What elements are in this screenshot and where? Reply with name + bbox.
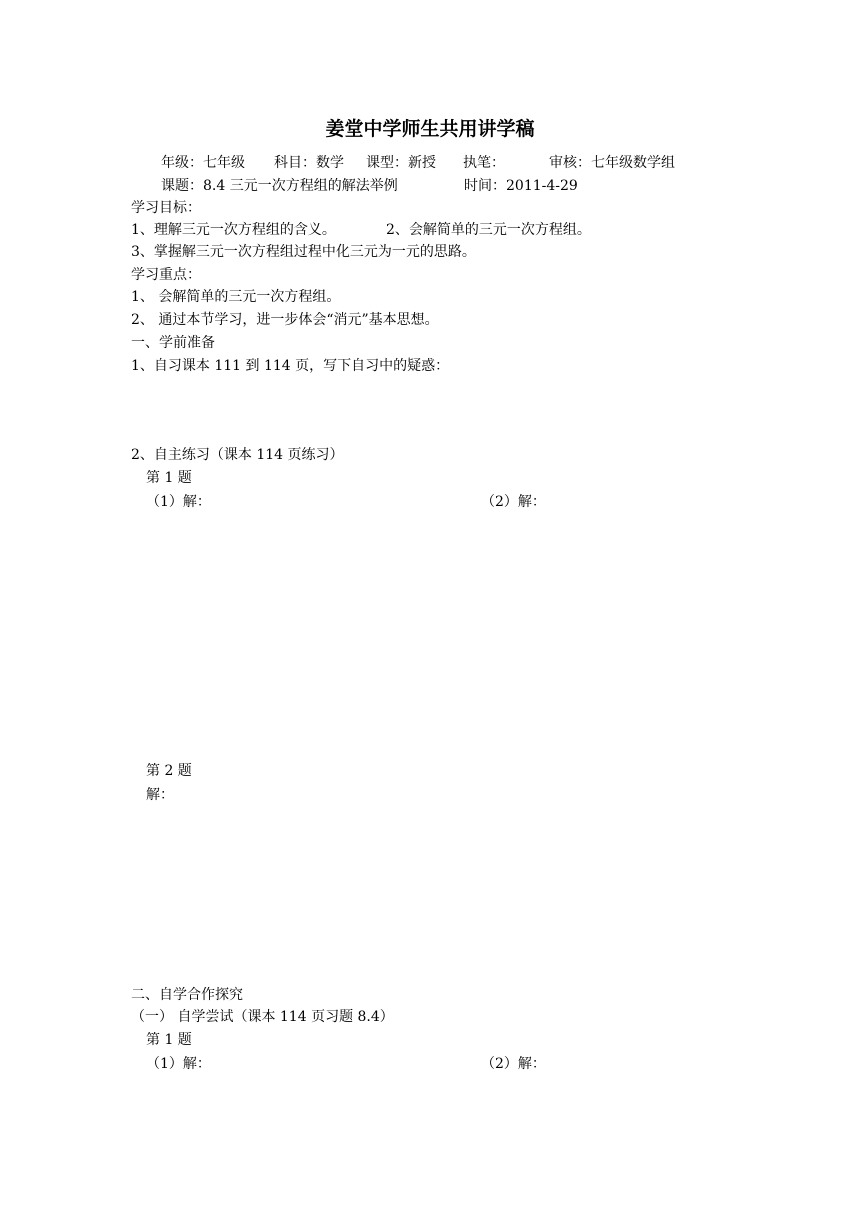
section1-heading: 一、学前准备 <box>131 335 215 351</box>
page-title: 姜堂中学师生共用讲学稿 <box>325 118 535 140</box>
practice-task: 2、自主练习（课本 114 页练习） <box>131 447 344 463</box>
exercise-question-1-part-1: （1）解： <box>146 1056 211 1072</box>
key-point-item-2: 2、 通过本节学习，进一步体会“消元”基本思想。 <box>131 312 439 328</box>
objective-item-1: 1、理解三元一次方程组的含义。 <box>131 222 336 238</box>
author-field: 执笔： <box>463 155 505 171</box>
exercise-question-1-label: 第 1 题 <box>146 1032 192 1048</box>
topic-field: 课题：8.4 三元一次方程组的解法举例 <box>161 178 398 194</box>
self-study-heading: （一） 自学尝试（课本 114 页习题 8.4） <box>131 1009 394 1025</box>
objectives-heading: 学习目标： <box>131 200 201 216</box>
question-2-label: 第 2 题 <box>146 763 192 779</box>
grade-field: 年级：七年级 <box>161 155 245 171</box>
subject-field: 科目：数学 <box>274 155 344 171</box>
exercise-question-1-part-2: （2）解： <box>481 1056 546 1072</box>
section2-heading: 二、自学合作探究 <box>131 987 243 1003</box>
question-1-part-1: （1）解： <box>146 494 211 510</box>
question-2-solution: 解： <box>146 787 174 803</box>
preview-task: 1、自习课本 111 到 114 页，写下自习中的疑惑： <box>131 358 450 374</box>
reviewer-field: 审核：七年级数学组 <box>549 155 675 171</box>
lesson-type-field: 课型：新授 <box>366 155 436 171</box>
key-points-heading: 学习重点： <box>131 267 201 283</box>
key-point-item-1: 1、 会解简单的三元一次方程组。 <box>131 289 341 305</box>
question-1-part-2: （2）解： <box>481 494 546 510</box>
objective-item-2: 2、会解简单的三元一次方程组。 <box>386 222 591 238</box>
date-field: 时间：2011-4-29 <box>464 178 578 194</box>
objective-item-3: 3、掌握解三元一次方程组过程中化三元为一元的思路。 <box>131 244 476 260</box>
question-1-label: 第 1 题 <box>146 470 192 486</box>
